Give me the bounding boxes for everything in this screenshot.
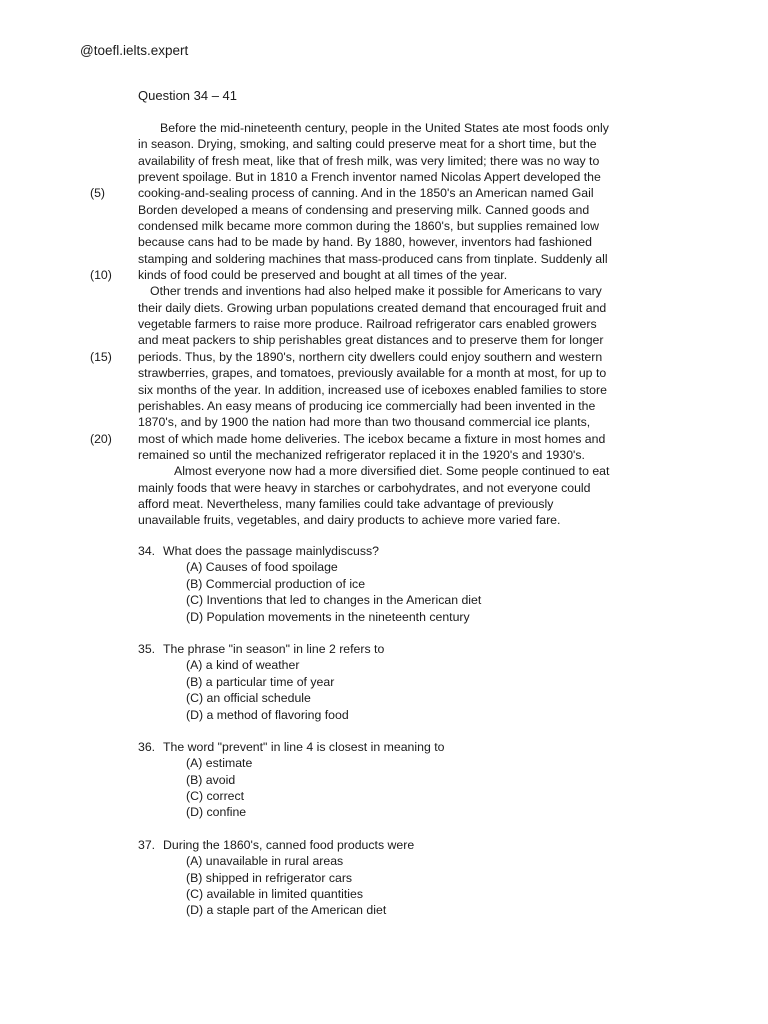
question-36: [138, 739, 638, 821]
answer-option: (B) Commercial production of ice: [186, 576, 366, 591]
passage-line: [138, 218, 658, 234]
question-34: [138, 543, 638, 625]
answer-option: (B) a particular time of year: [186, 674, 335, 689]
answer-option: (B) avoid: [186, 772, 236, 787]
passage-line: [138, 382, 658, 398]
line-text: afford meat. Nevertheless, many families could take advantage of previously: [138, 496, 554, 511]
passage-line: [138, 398, 658, 414]
answer-option: (D) a staple part of the American diet: [186, 903, 387, 918]
line-text: remained so until the mechanized refrigerator replaced it in the 1920's and 1930's.: [138, 447, 585, 462]
question-list: [138, 543, 638, 935]
answer-option: (A) Causes of food spoilage: [186, 560, 338, 575]
passage-line: [138, 512, 658, 528]
answer-option: (D) confine: [186, 805, 247, 820]
question-stem: [138, 837, 638, 853]
line-text: strawberries, grapes, and tomatoes, previously available for a month at most, for up to: [138, 366, 607, 381]
line-text: prevent spoilage. But in 1810 a French inventor named Nicolas Appert developed the: [138, 170, 601, 185]
passage-line: [138, 365, 658, 381]
line-number: (15): [90, 349, 112, 364]
passage-line: [90, 349, 658, 365]
line-text: unavailable fruits, vegetables, and dairy products to achieve more varied fare.: [138, 513, 561, 528]
answer-option: (C) available in limited quantities: [186, 887, 364, 902]
reading-passage: [90, 120, 658, 529]
question-35: [138, 641, 638, 723]
line-text: their daily diets. Growing urban populations created demand that encouraged fruit and: [138, 300, 607, 315]
question-number: 36.: [138, 739, 156, 754]
line-text: Borden developed a means of condensing and preserving milk. Canned goods and: [138, 202, 590, 217]
line-text: Almost everyone now had a more diversified diet. Some people continued to eat: [174, 464, 610, 479]
passage-line: [90, 267, 658, 283]
passage-line: [138, 332, 658, 348]
answer-option: (D) Population movements in the nineteenth century: [186, 609, 470, 624]
passage-line: [138, 283, 658, 299]
question-number: 37.: [138, 837, 156, 852]
line-text: most of which made home deliveries. The icebox became a fixture in most homes and: [138, 431, 606, 446]
line-text: vegetable farmers to raise more produce. Railroad refrigerator cars enabled growers: [138, 317, 597, 332]
line-number: (5): [90, 186, 106, 201]
passage-line: [138, 202, 658, 218]
line-text: Other trends and inventions had also helped make it possible for Americans to vary: [150, 284, 602, 299]
passage-line: [138, 120, 658, 136]
line-text: 1870's, and by 1900 the nation had more than two thousand commercial ice plants,: [138, 415, 591, 430]
question-stem: [138, 543, 638, 559]
passage-line: [138, 414, 658, 430]
question-text: The phrase "in season" in line 2 refers to: [163, 641, 385, 656]
line-text: Before the mid-nineteenth century, people in the United States ate most foods only: [160, 121, 609, 135]
question-text: What does the passage mainlydiscuss?: [163, 544, 379, 558]
line-text: stamping and soldering machines that mass-produced cans from tinplate. Suddenly all: [138, 251, 608, 266]
passage-line: [138, 496, 658, 512]
passage-line: [138, 251, 658, 267]
passage-line: [138, 234, 658, 250]
question-stem: [138, 739, 638, 755]
line-text: kinds of food could be preserved and bought at all times of the year.: [138, 268, 508, 283]
line-number: (20): [90, 431, 112, 446]
question-number: 35.: [138, 641, 156, 656]
passage-line: [138, 463, 658, 479]
answer-option: (A) estimate: [186, 756, 253, 771]
line-text: perishables. An easy means of producing ice commercially had been invented in the: [138, 398, 596, 413]
passage-line: [90, 431, 658, 447]
question-number: 34.: [138, 544, 156, 558]
question-text: The word "prevent" in line 4 is closest in meaning to: [163, 739, 445, 754]
passage-line: [138, 316, 658, 332]
passage-line: [138, 153, 658, 169]
line-text: six months of the year. In addition, increased use of iceboxes enabled families to store: [138, 382, 607, 397]
line-number: (10): [90, 268, 112, 283]
answer-option: (A) a kind of weather: [186, 658, 300, 673]
line-text: in season. Drying, smoking, and salting could preserve meat for a short time, but the: [138, 137, 597, 152]
line-text: condensed milk became more common during the 1860's, but supplies remained low: [138, 219, 599, 234]
question-stem: [138, 641, 638, 657]
line-text: periods. Thus, by the 1890's, northern city dwellers could enjoy southern and western: [138, 349, 603, 364]
line-text: mainly foods that were heavy in starches or carbohydrates, and not everyone could: [138, 480, 591, 495]
answer-option: (C) Inventions that led to changes in the American diet: [186, 593, 482, 608]
line-text: availability of fresh meat, like that of fresh milk, was very limited; there was no way to: [138, 153, 600, 168]
section-title: Question 34 – 41: [138, 88, 238, 103]
answer-option: (D) a method of flavoring food: [186, 707, 349, 722]
passage-line: [138, 447, 658, 463]
passage-line: [138, 480, 658, 496]
passage-line: [138, 300, 658, 316]
question-37: [138, 837, 638, 919]
passage-line: [138, 136, 658, 152]
passage-line: [138, 169, 658, 185]
answer-option: (C) correct: [186, 789, 245, 804]
line-text: because cans had to be made by hand. By 1880, however, inventors had fashioned: [138, 235, 592, 250]
passage-line: [90, 185, 658, 201]
line-text: and meat packers to ship perishables great distances and to preserve them for longer: [138, 333, 604, 348]
line-text: cooking-and-sealing process of canning. And in the 1850's an American named Gail: [138, 186, 594, 201]
question-text: During the 1860's, canned food products were: [163, 837, 415, 852]
answer-option: (B) shipped in refrigerator cars: [186, 870, 353, 885]
answer-option: (A) unavailable in rural areas: [186, 854, 344, 869]
account-handle: @toefl.ielts.expert: [80, 43, 189, 58]
answer-option: (C) an official schedule: [186, 691, 311, 706]
